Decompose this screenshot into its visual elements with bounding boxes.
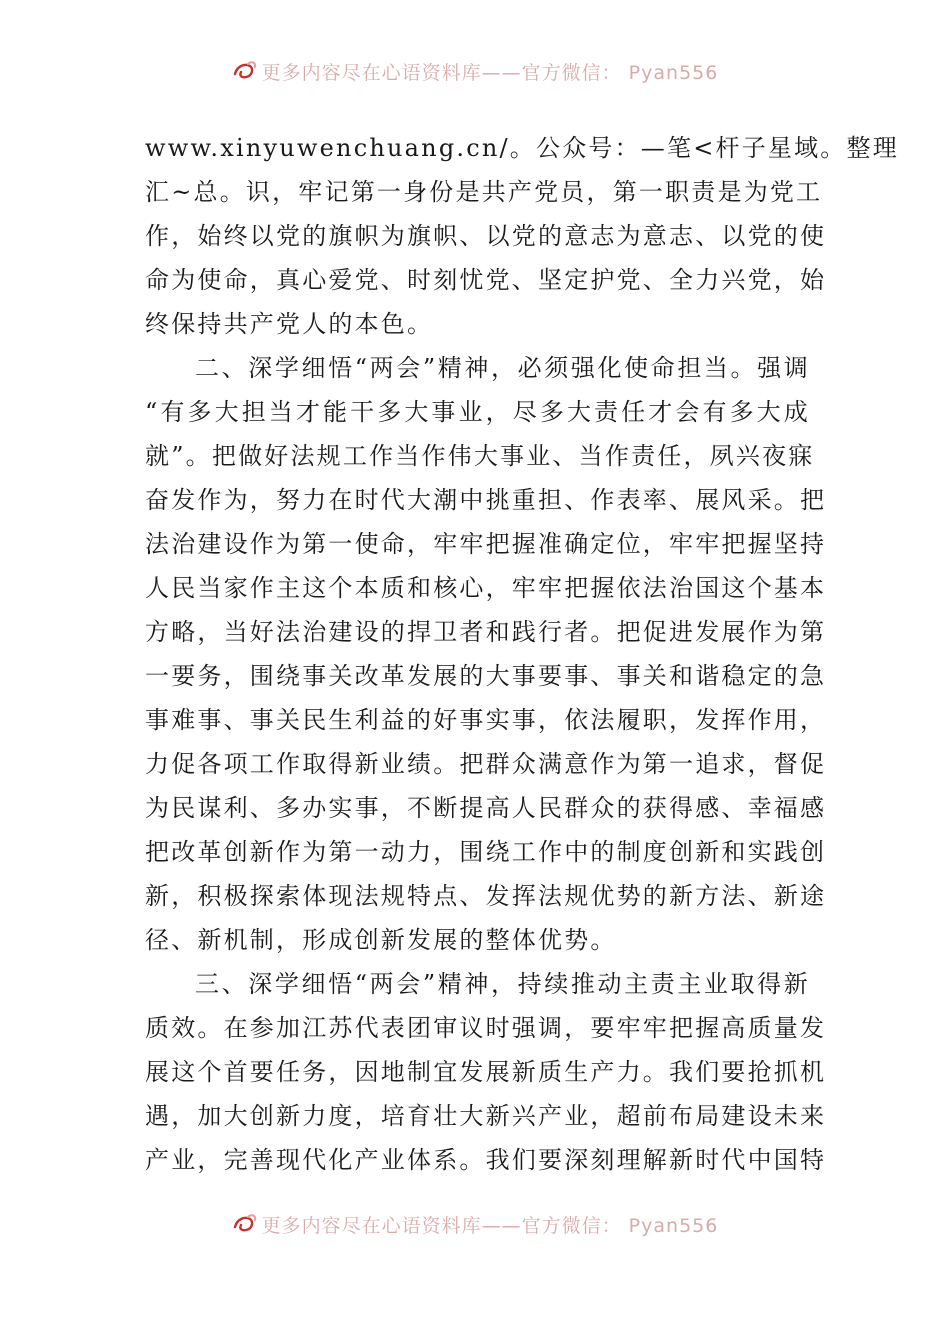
text-line: 事难事、事关民生利益的好事实事，依法履职，发挥作用， xyxy=(145,706,827,734)
document-body xyxy=(145,126,899,1182)
header-watermark-text: 更多内容尽在心语资料库——官方微信： Pyan556 xyxy=(261,61,719,84)
text-line: 力促各项工作取得新业绩。把群众满意作为第一追求，督促 xyxy=(145,750,827,778)
text-line: 终保持共产党人的本色。 xyxy=(145,310,434,338)
text-line: 方略，当好法治建设的捍卫者和践行者。把促进发展作为第 xyxy=(145,618,827,646)
text-line: 一要务，围绕事关改革发展的大事要事、事关和谐稳定的急 xyxy=(145,662,827,690)
text-line: 就”。把做好法规工作当作伟大事业、当作责任，夙兴夜寐 xyxy=(145,442,815,470)
text-line: 展这个首要任务，因地制宜发展新质生产力。我们要抢抓机 xyxy=(145,1058,827,1086)
text-line: 人民当家作主这个本质和核心，牢牢把握依法治国这个基本 xyxy=(145,574,827,602)
watermark-logo-icon xyxy=(232,60,258,82)
paragraph-2 xyxy=(145,346,827,962)
paragraph-3 xyxy=(145,962,827,1182)
text-line: 作，始终以党的旗帜为旗帜、以党的意志为意志、以党的使 xyxy=(145,222,827,250)
footer-watermark-text: 更多内容尽在心语资料库——官方微信： Pyan556 xyxy=(261,1214,719,1237)
text-line: 二、深学细悟“两会”精神，必须强化使命担当。强调 xyxy=(195,354,810,382)
watermark-logo-icon xyxy=(232,1213,258,1235)
text-line: 新，积极探索体现法规特点、发挥法规优势的新方法、新途 xyxy=(145,882,827,910)
text-line: www.xinyuwenchuang.cn/。公众号：—笔<杆子星域。整理 xyxy=(145,134,899,162)
paragraph-1 xyxy=(145,126,899,346)
text-line: 遇，加大创新力度，培育壮大新兴产业，超前布局建设未来 xyxy=(145,1102,827,1130)
text-line: 为民谋利、多办实事，不断提高人民群众的获得感、幸福感 xyxy=(145,794,827,822)
text-line: 径、新机制，形成创新发展的整体优势。 xyxy=(145,926,617,954)
text-line: 把改革创新作为第一动力，围绕工作中的制度创新和实践创 xyxy=(145,838,827,866)
text-line: 产业，完善现代化产业体系。我们要深刻理解新时代中国特 xyxy=(145,1146,827,1174)
text-line: 三、深学细悟“两会”精神，持续推动主责主业取得新 xyxy=(195,970,810,998)
text-line: 命为使命，真心爱党、时刻忧党、坚定护党、全力兴党，始 xyxy=(145,266,827,294)
text-line: “有多大担当才能干多大事业，尽多大责任才会有多大成 xyxy=(145,398,810,426)
footer-watermark-banner xyxy=(0,1209,950,1239)
text-line: 质效。在参加江苏代表团审议时强调，要牢牢把握高质量发 xyxy=(145,1014,827,1042)
text-line: 法治建设作为第一使命，牢牢把握准确定位，牢牢把握坚持 xyxy=(145,530,827,558)
text-line: 汇~总。识，牢记第一身份是共产党员，第一职责是为党工 xyxy=(145,178,823,206)
text-line: 奋发作为，努力在时代大潮中挑重担、作表率、展风采。把 xyxy=(145,486,827,514)
header-watermark-banner xyxy=(0,56,950,86)
